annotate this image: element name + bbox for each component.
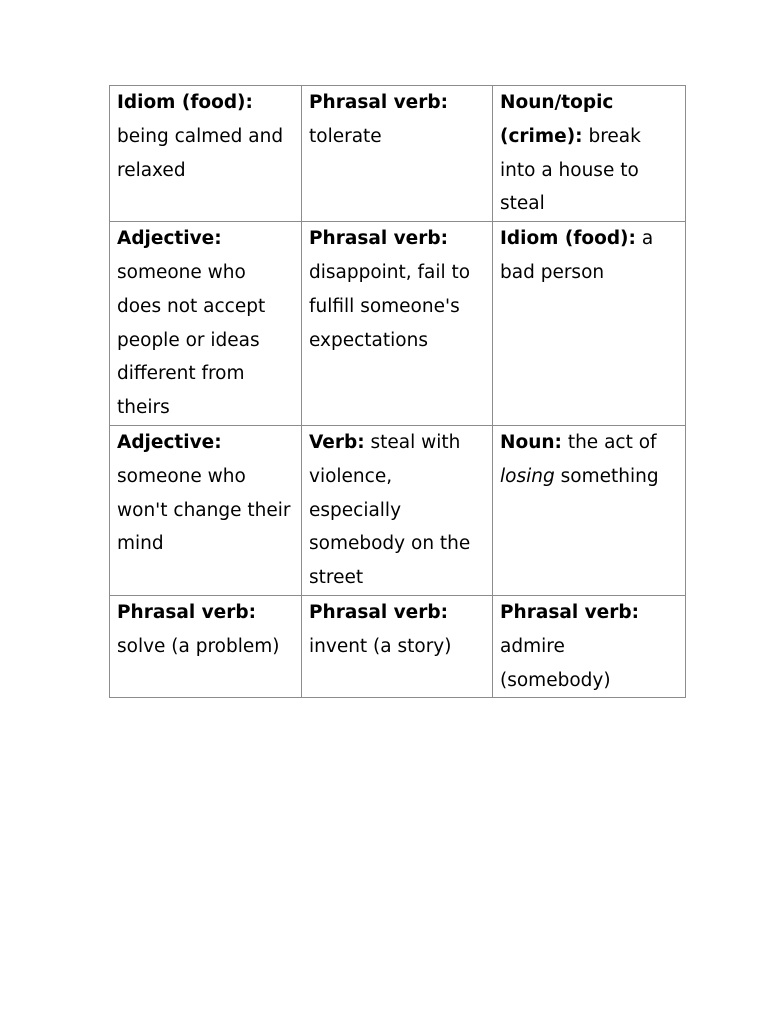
- cell-text: invent (a story): [309, 635, 452, 657]
- cell-text: something: [560, 465, 659, 487]
- cell-label: Phrasal verb:: [309, 228, 448, 250]
- cell-label: Adjective:: [117, 228, 222, 250]
- cell-label: Adjective:: [117, 431, 222, 453]
- cell-label: Idiom (food):: [117, 92, 253, 113]
- cell-label: Verb:: [309, 431, 365, 453]
- table-cell: [110, 595, 302, 697]
- table-row: [110, 595, 686, 697]
- table-cell: [110, 425, 302, 595]
- cell-label: Phrasal verb:: [117, 601, 256, 623]
- table-cell: [493, 86, 686, 222]
- cell-text: someone who won't change their mind: [117, 465, 291, 555]
- cell-text: someone who does not accept people or ideas different from theirs: [117, 261, 266, 419]
- cell-text: steal with violence, especially somebody on the street: [309, 431, 471, 589]
- cell-label: Phrasal verb:: [500, 601, 639, 623]
- cell-text: being calmed and relaxed: [117, 125, 284, 181]
- cell-text: solve (a problem): [117, 635, 280, 657]
- cell-text: tolerate: [309, 125, 382, 147]
- cell-label: Idiom (food):: [500, 228, 636, 250]
- cell-label: Phrasal verb:: [309, 92, 448, 113]
- table-cell: [302, 425, 493, 595]
- cell-text-italic: losing: [500, 465, 555, 487]
- table-cell: [493, 222, 686, 426]
- table-cell: [110, 222, 302, 426]
- table-cell: [302, 86, 493, 222]
- cell-text: disappoint, fail to fulfill someone's expectations: [309, 261, 471, 351]
- table-cell: [302, 222, 493, 426]
- cell-text: the act of: [567, 431, 657, 453]
- cell-label: Noun/topic (crime):: [500, 92, 614, 147]
- table-cell: [493, 595, 686, 697]
- table-row: [110, 86, 686, 222]
- cell-text: break into a house to steal: [500, 125, 641, 215]
- cell-label: Noun:: [500, 431, 562, 453]
- table-cell: [110, 86, 302, 222]
- table-cell: [302, 595, 493, 697]
- table-cell: [493, 425, 686, 595]
- vocabulary-table: [109, 85, 686, 698]
- cell-label: Phrasal verb:: [309, 601, 448, 623]
- table-row: [110, 222, 686, 426]
- cell-text: a bad person: [500, 228, 654, 283]
- cell-text: admire (somebody): [500, 635, 611, 691]
- table-row: [110, 425, 686, 595]
